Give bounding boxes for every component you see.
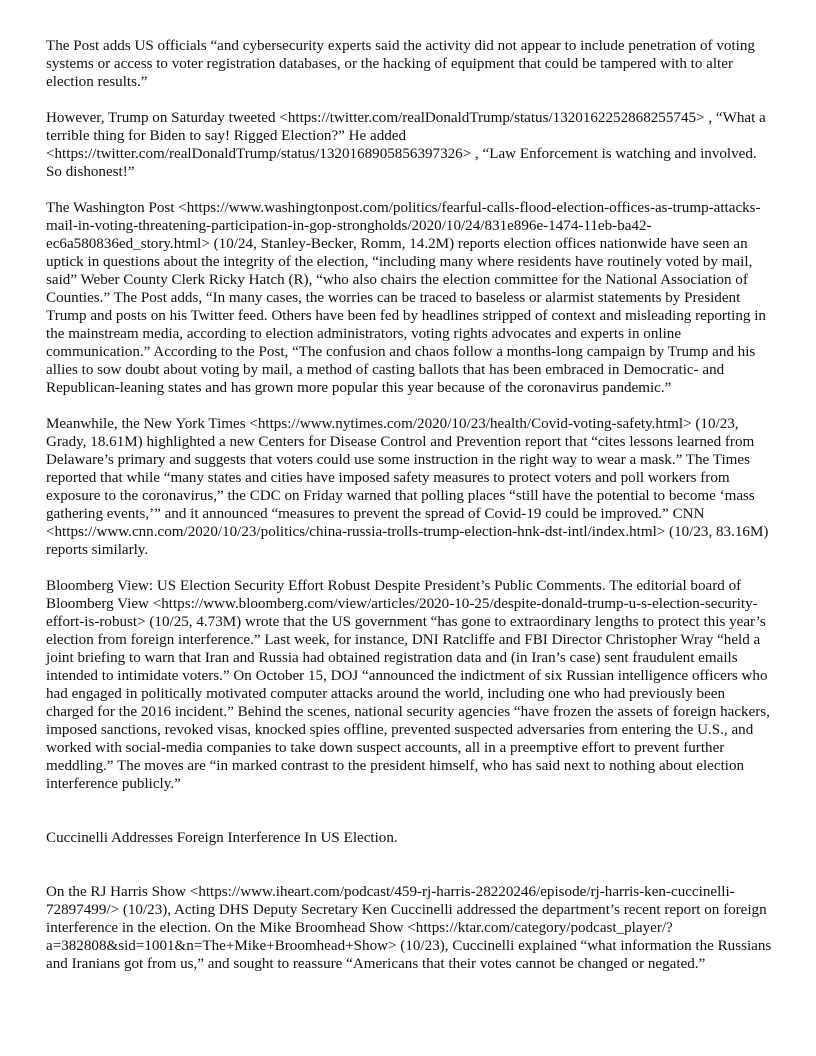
- paragraph-bloomberg-view: Bloomberg View: US Election Security Effort Robust Despite President’s Public Comments. The editorial board of Bloomberg View <https://www.bloomberg.com/view/articles/2020-10-25/despite-donald-trump-u-s-election-security-effort-is-robust> (10/25, 4.73M) wrote that the US government “has gone to extraordinary lengths to protect this year’s election from foreign interference.” Last week, for instance, DNI Ratcliffe and FBI Director Christopher Wray “held a joint briefing to warn that Iran and Russia had obtained registration data and (in Iran’s case) sent fraudulent emails intended to intimidate voters.” On October 15, DOJ “announced the indictment of six Russian intelligence officers who had engaged in politically motivated computer attacks around the world, including one who had previously been charged for the 2016 incident.” Behind the scenes, national security agencies “have frozen the assets of foreign hackers, imposed sanctions, revoked visas, knocked spies offline, prevented suspected adversaries from entering the U.S., and worked with social-media companies to take down suspect accounts, all in a preemptive effort to prevent further meddling.” The moves are “in marked contrast to the president himself, who has said next to nothing about election interference publicly.”: [46, 578, 770, 792]
- paragraph-trump-tweets: However, Trump on Saturday tweeted <https://twitter.com/realDonaldTrump/status/1320162252868255745> , “What a terrible thing for Biden to say! Rigged Election?” He added <https://twitter.com/realDonaldTrump/status/1320168905856397326> , “Law Enforcement is watching and involved. So dishonest!”: [46, 110, 766, 180]
- paragraph-cuccinelli: On the RJ Harris Show <https://www.iheart.com/podcast/459-rj-harris-28220246/episode/rj-harris-ken-cuccinelli-72897499/> (10/23), Acting DHS Deputy Secretary Ken Cuccinelli addressed the department’s recent report on foreign interference in the election. On the Mike Broomhead Show <https://ktar.com/category/podcast_player/?a=382808&sid=1001&n=The+Mike+Broomhead+Show> (10/23), Cuccinelli explained “what information the Russians and Iranians got from us,” and sought to reassure “Americans that their votes cannot be changed or negated.”: [46, 884, 772, 972]
- section-heading: Cuccinelli Addresses Foreign Interference In US Election.: [46, 830, 398, 846]
- paragraph-new-york-times: Meanwhile, the New York Times <https://www.nytimes.com/2020/10/23/health/Covid-voting-safety.html> (10/23, Grady, 18.61M) highlighted a new Centers for Disease Control and Prevention report that “cites lessons learned from Delaware’s primary and suggests that voters could use some instruction in the right way to wear a mask.” The Times reported that while “many states and cities have imposed safety measures to protect voters and poll workers from exposure to the coronavirus,” the CDC on Friday warned that polling places “still have the potential to become ‘mass gathering events,’” and it announced “measures to prevent the spread of Covid-19 could be improved.” CNN <https://www.cnn.com/2020/10/23/politics/china-russia-trolls-trump-election-hnk-dst-intl/index.html> (10/23, 83.16M) reports similarly.: [46, 416, 769, 558]
- paragraph-washington-post: The Washington Post <https://www.washingtonpost.com/politics/fearful-calls-flood-election-offices-as-trump-attacks-mail-in-voting-threatening-participation-in-gop-strongholds/2020/10/24/831e896e-1474-11eb-ba42-ec6a580836ed_story.html> (10/24, Stanley-Becker, Romm, 14.2M) reports election offices nationwide have seen an uptick in questions about the integrity of the election, “including many where residents have routinely voted by mail, said” Weber County Clerk Ricky Hatch (R), “who also chairs the election committee for the National Association of Counties.” The Post adds, “In many cases, the worries can be traced to baseless or alarmist statements by President Trump and posts on his Twitter feed. Others have been fed by headlines stripped of context and misleading reporting in the mainstream media, according to election administrators, voting rights advocates and experts in online communication.” According to the Post, “The confusion and chaos follow a months-long campaign by Trump and his allies to sow doubt about voting by mail, a method of casting ballots that has been embraced in Democratic- and Republican-leaning states and has grown more popular this year because of the coronavirus pandemic.”: [46, 200, 766, 396]
- document-page: [46, 37, 776, 991]
- paragraph-post-officials: The Post adds US officials “and cybersecurity experts said the activity did not appear to include penetration of voting systems or access to voter registration databases, or the hacking of equipment that could be tampered with to alter election results.”: [46, 38, 755, 90]
